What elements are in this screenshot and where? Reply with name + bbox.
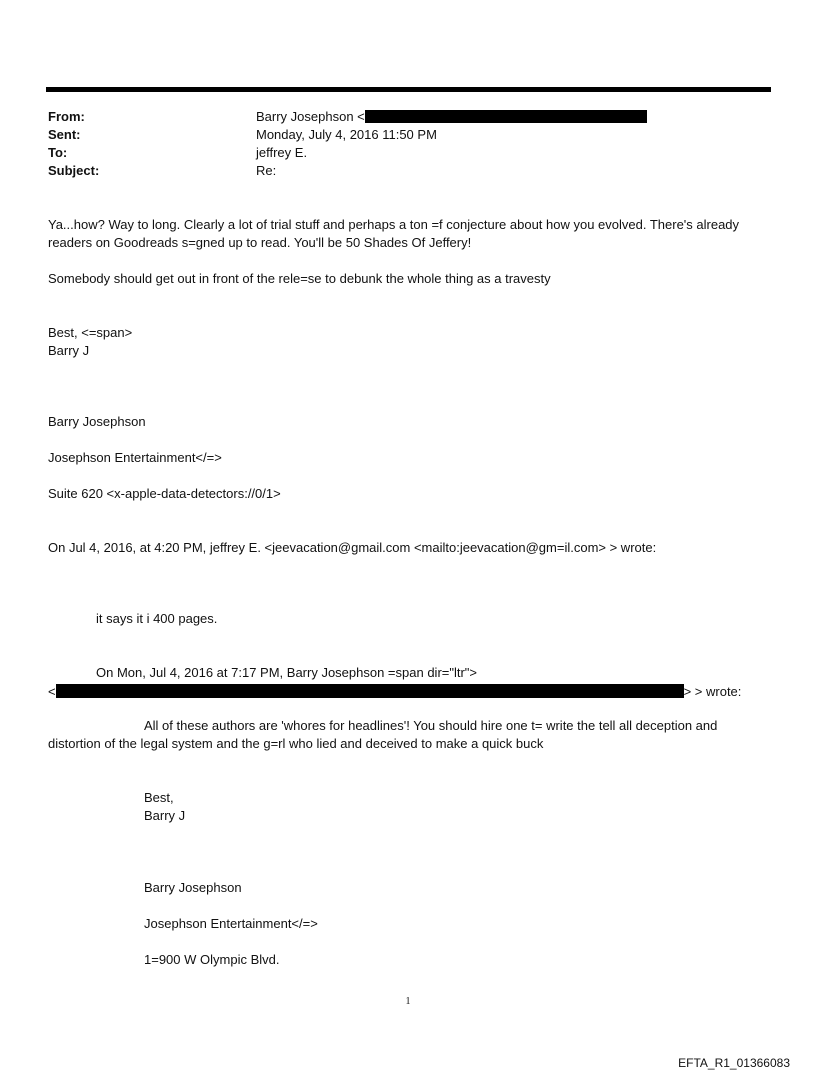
- quote2-signature-company: Josephson Entertainment</=>: [144, 916, 318, 931]
- quote-header: On Jul 4, 2016, at 4:20 PM, jeffrey E. <jeevacation@gmail.com <mailto:jeevacation@gm=il.com> > wrote:: [48, 540, 657, 555]
- subject-value: Re:: [256, 163, 277, 178]
- subject-label: Subject:: [48, 163, 100, 178]
- from-value-text: Barry Josephson <: [256, 109, 365, 124]
- body-paragraph: Somebody should get out in front of the rele=se to debunk the whole thing as a travesty: [48, 271, 551, 286]
- body-paragraph-line: readers on Goodreads s=gned up to read. You'll be 50 Shades Of Jeffery!: [48, 235, 472, 250]
- signature-company: Josephson Entertainment</=>: [48, 450, 222, 465]
- quote2-header-line2: [48, 682, 741, 701]
- header-rule: [46, 87, 771, 92]
- signoff: Best, <=span>: [48, 325, 133, 340]
- quote2-paragraph-line: distortion of the legal system and the g=rl who lied and deceived to make a quick buck: [48, 736, 544, 751]
- to-value: jeffrey E.: [256, 145, 308, 160]
- quote2-header: On Mon, Jul 4, 2016 at 7:17 PM, Barry Josephson =span dir="ltr">: [96, 665, 478, 680]
- from-label: From:: [48, 109, 85, 124]
- signoff-name: Barry J: [48, 343, 90, 358]
- quote2-lt: <: [48, 684, 56, 699]
- body-paragraph-line: Ya...how? Way to long. Clearly a lot of trial stuff and perhaps a ton =f conjecture about how you evolved. There's already: [48, 217, 740, 232]
- from-value: [256, 108, 647, 126]
- quote2-signoff: Best,: [144, 790, 174, 805]
- to-label: To:: [48, 145, 68, 160]
- sent-label: Sent:: [48, 127, 81, 142]
- quote-body: it says it i 400 pages.: [96, 611, 218, 626]
- signature-suite: Suite 620 <x-apple-data-detectors://0/1>: [48, 486, 281, 501]
- quote2-paragraph-line: All of these authors are 'whores for headlines'! You should hire one t= write the tell all deception and: [144, 718, 718, 733]
- quote2-signature-address: 1=900 W Olympic Blvd.: [144, 952, 280, 967]
- quote2-signature-name: Barry Josephson: [144, 880, 242, 895]
- document-id: EFTA_R1_01366083: [678, 1056, 790, 1070]
- quote2-signoff-name: Barry J: [144, 808, 186, 823]
- sent-value: Monday, July 4, 2016 11:50 PM: [256, 127, 437, 142]
- quote2-wrote: > > wrote:: [683, 684, 742, 699]
- signature-name: Barry Josephson: [48, 414, 146, 429]
- page-number: 1: [405, 996, 411, 1007]
- redaction-bar: [56, 684, 684, 698]
- redaction-bar: [365, 110, 647, 123]
